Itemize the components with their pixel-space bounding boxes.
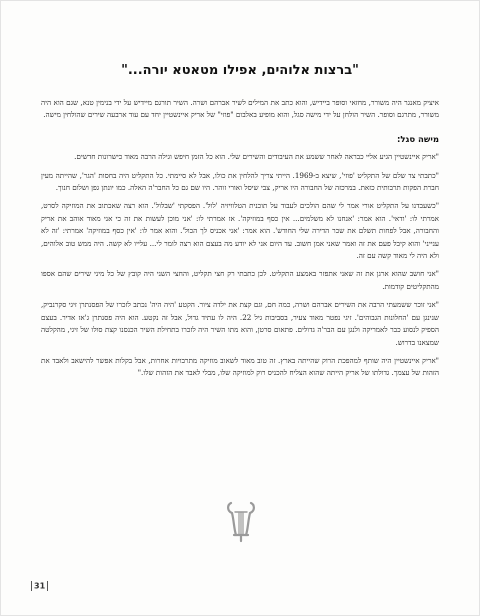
page-number-value: 31 bbox=[34, 581, 46, 591]
quote-paragraph-3: "כשעבדנו על התקליט אורי אמר לי שהם הולכים לעבוד על תוכנית הטלוויזיה 'לול'. הפסקתי 'שבלול'. הוא רצה שאכתוב את המוזיקה לסרט, אמרתי לו: 'ודאי'. הוא אמר: 'אנחנו לא משלמים... אין כסף במוזיקה'. אז אמרתי לו: 'אני מוכן לעשות את זה כי אני מאוד אוהב את אריק והחבורה, אבל לפחות תשלם את שכר הדירה שלי החודש'. הוא אמר: 'אני אכניס לך הכול'. והוא אמר לו: 'אין כסף במוזיקה' אמרתי: 'זה לא ענייני' והוא קיבל פעם את זה ואמר שאני אמן חשוב. עד היום אני לא יודע מה בעצם הוא רצה לומר לי... עלייו לא קשה. היה ממש טוב אלוהים, ולא היה לי מאוד קשה עם זה. bbox=[41, 201, 439, 261]
lyre-icon bbox=[225, 497, 257, 543]
speaker-heading: מישה סגל: bbox=[396, 134, 439, 145]
intro-paragraph: איציק מאנגר היה משורר, מחזאי וסופר ביידיש, והוא כתב את המילים לשיר אברהם ושרה. השיר תורגם מיידיש על ידי בנימין טנא, שגם הוא היה משורר, מתרגם וסופר. השיר הולחן על ידי מישה סגל, והוא מופיע באלבום "פוזי" של אריק איינשטיין יחד עם עוד ארבעה שירים שהולחין מישה. bbox=[41, 98, 439, 120]
quote-paragraph-2: "כתבתי צד שלם של התקליט 'פוזי', שיצא ב-1969. הייתי צריך להלחין את כולו, אבל לא סיימתי. כל התקליט היה בחסות 'הגר', שהייתה מעין חברת הפקות תרבותית כזאת. במרכזה של החבורה היו אריק, צבי שיסל ואורי זוהר. היו שם גם כל החבר'ה האלה. כמו יונתן גפן ושלום חנוך. bbox=[41, 170, 439, 193]
page-number bbox=[29, 581, 50, 591]
quote-paragraph-1: "אריק איינשטיין הגיע אליי כבראה לאחר ששמע את העיבודים והשירים שלי. הוא כל הזמן חיפש וגילה הרבה מאוד כישרונות חדשים. bbox=[74, 152, 439, 162]
quote-paragraph-6: "אריק איינשטיין היה שותף למהפכת הרוק שהייתה בארץ. זה טוב מאוד לשאוב מוזיקה מתרבויות אחרות, אבל בקלות אפשר להישאב ולאבד את הזהות של עצמך. גדולתו של אריק הייתה שהוא הצליח להכניס רוק למוזיקה שלו, מבלי לאבד את הזהות שלו." bbox=[41, 355, 439, 378]
quote-paragraph-5: "אני זוכר ששמעתי הרבה את השירים אברהם ושרה, כמה חם, וגם קצת את ילדה ציור. הקטע 'היה היה' נכתב לזכרו של הפסנתרן זיגי סקרנביק, שנינגן עם 'החלונות הגבוהים'. זיגי נפטר מאוד צעיר, בסביבות גיל 22. היה לו עתיד גדול, אבל זה נקטע. הוא היה פסנתרן ג'אז אדיר. בעצם הספיק לנסוע כבר לאמריקה ולנגן עם הבר'ה גדולים. פתאום סרטן, והוא מתו השיר היה לזכרו בתחילת השיר הכנסנו קצת סולו של זיגי, מהקלטה שמצאנו בדרוש. bbox=[41, 300, 439, 347]
article-body bbox=[41, 97, 439, 386]
article-title: "ברצות אלוהים, אפילו מטאטא יורה..." bbox=[121, 63, 359, 78]
quote-paragraph-4: "אני חושב שהוא ארגן את זה שאני אתפזר באמצע התקליט. לכן כתבתי רק חצי תקליט, והחצי השני היה קובץ של כל מיני שירים שהם אספו מהתקליטים קודמות. bbox=[41, 269, 439, 291]
